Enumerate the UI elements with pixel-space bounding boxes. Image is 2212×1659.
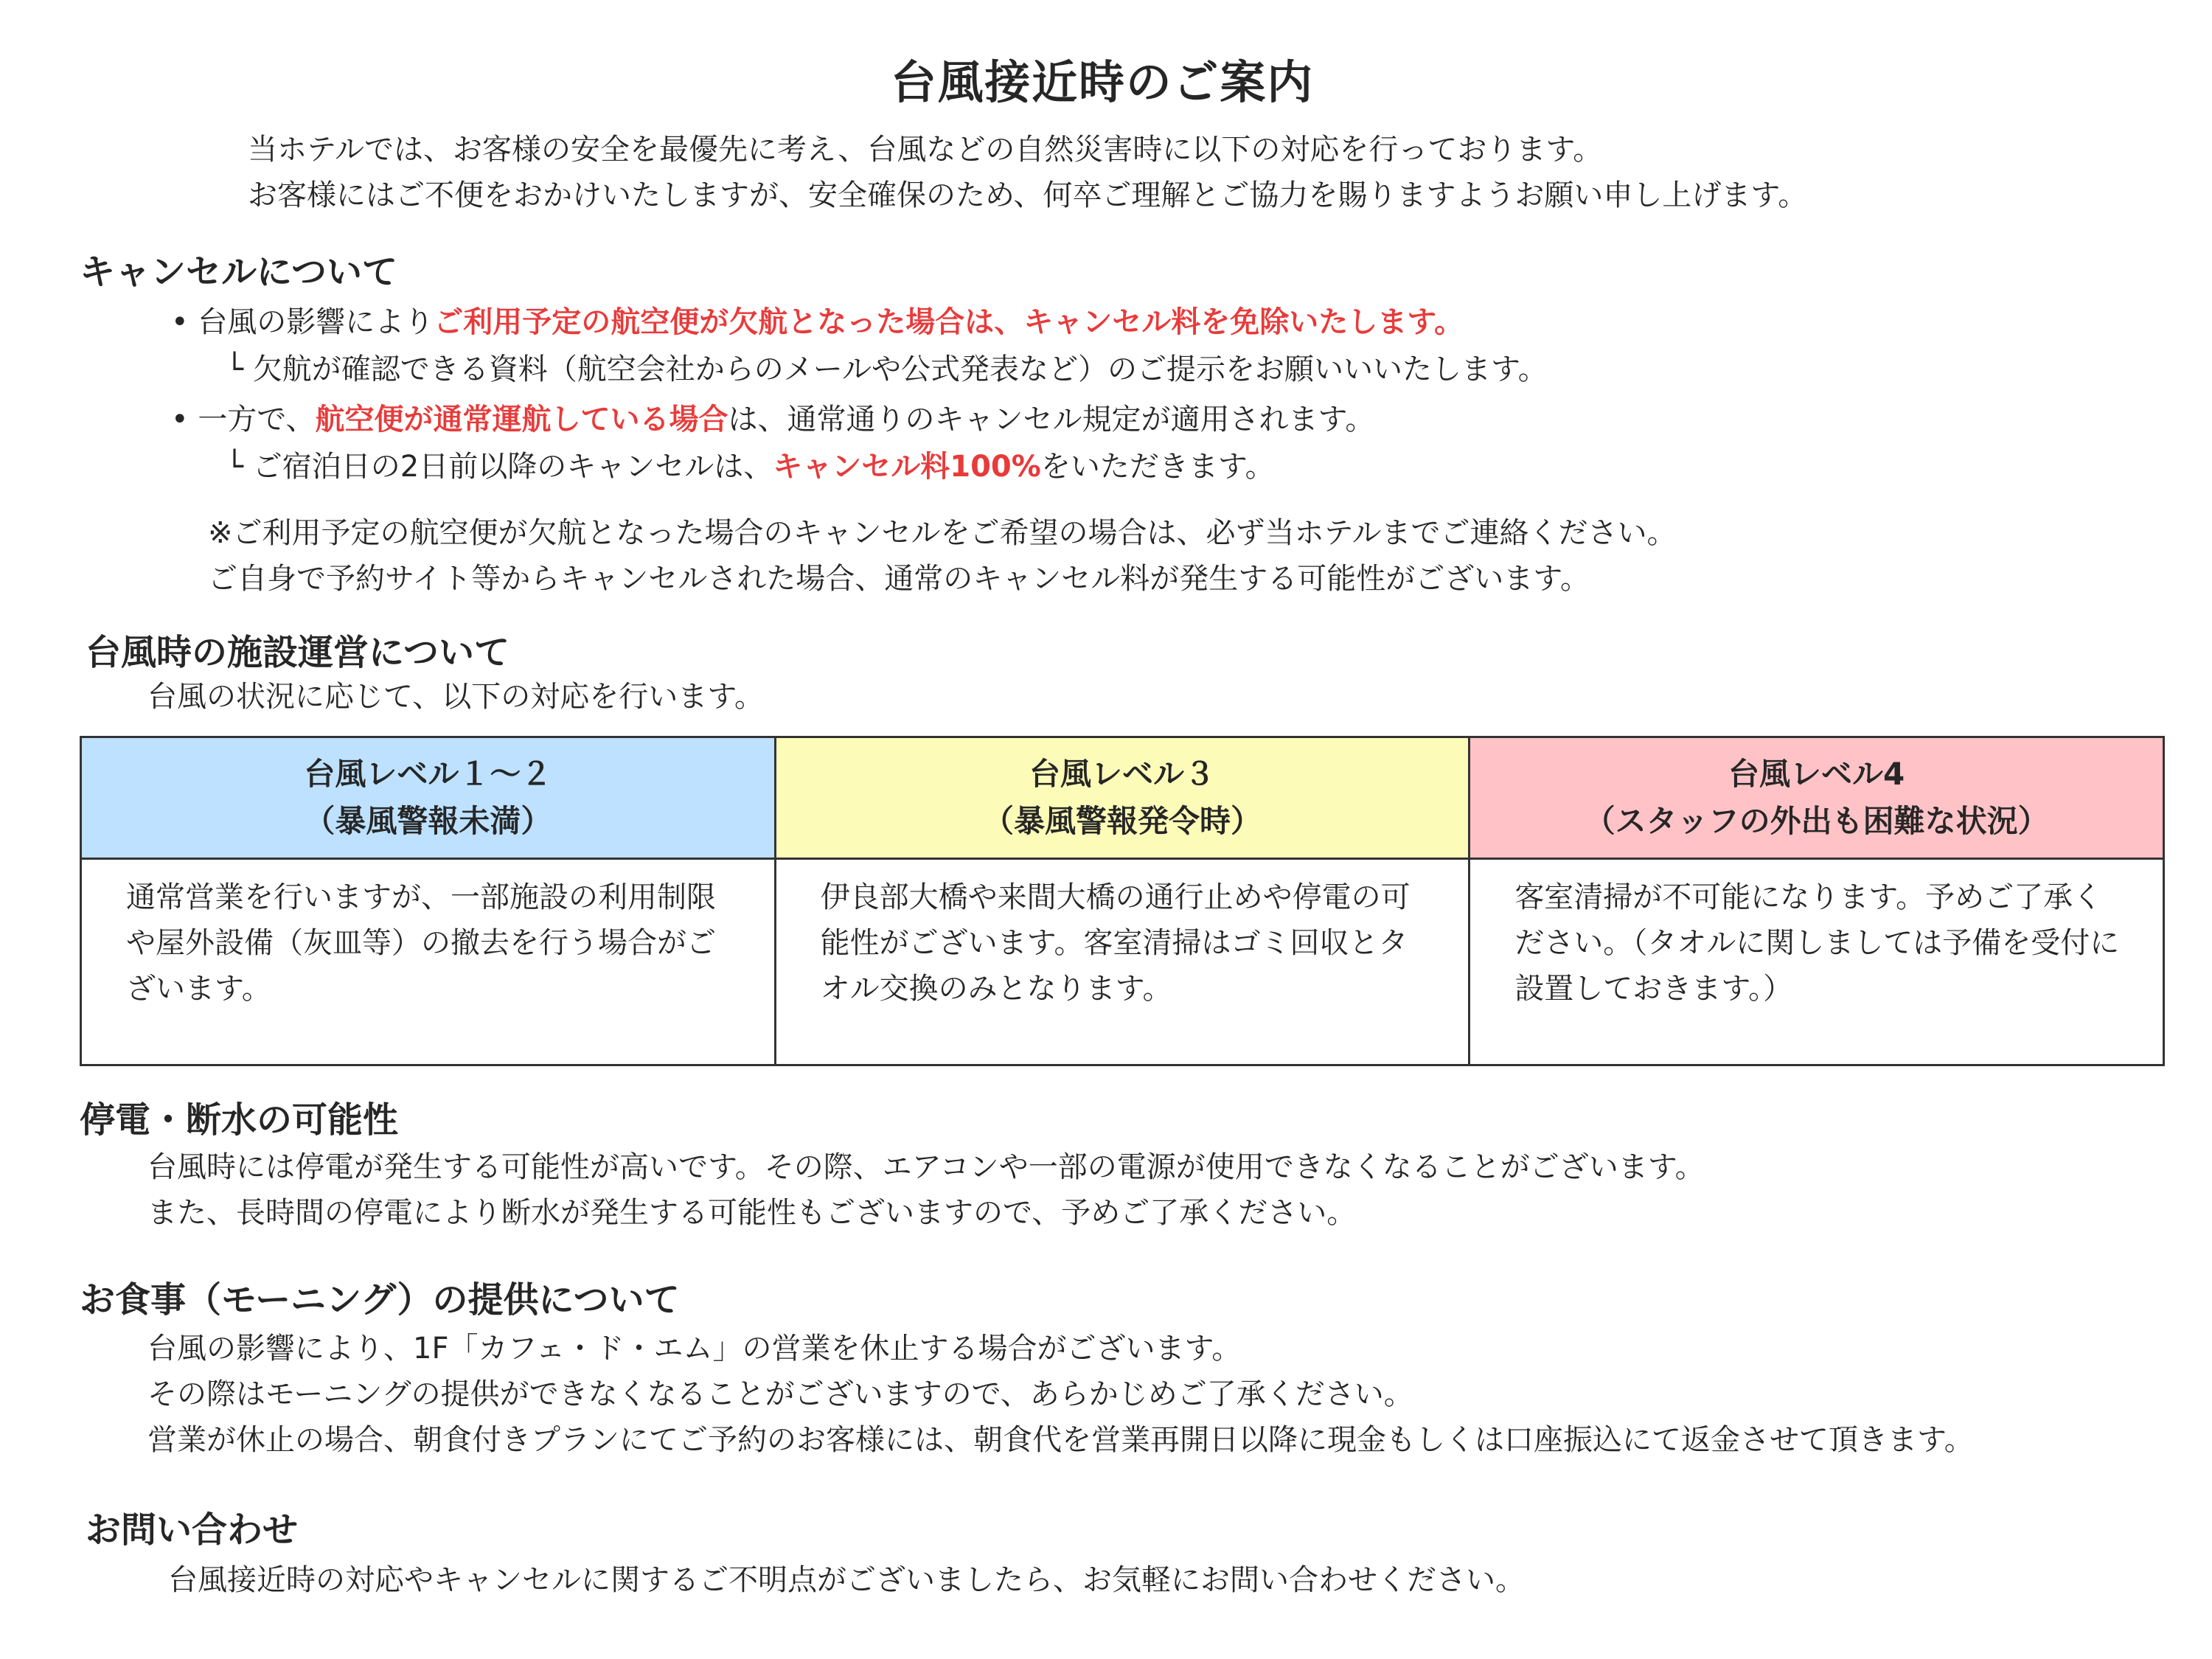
level-1-body: 通常営業を行いますが、一部施設の利用制限や屋外設備（灰皿等）の撤去を行う場合がございます。 [81, 859, 776, 1065]
level-1-header [81, 737, 776, 859]
contact-heading: お問い合わせ [86, 1509, 299, 1551]
cancel-heading: キャンセルについて [80, 251, 398, 293]
cancel-bullet-1-sub: └ 欠航が確認できる資料（航空会社からのメールや公式発表など）のご提示をお願いいいたします。 [226, 352, 1548, 386]
level-3-subtitle: （暴風警報発令時） [982, 803, 1262, 839]
typhoon-level-table [80, 736, 2165, 1066]
level-3-header [775, 737, 1470, 859]
cancel-bullet-1 [171, 299, 1464, 345]
level-4-title: 台風レベル4 [1728, 756, 1905, 792]
level-3-title: 台風レベル３ [1029, 756, 1215, 792]
cancel-bullet-2-pre: 一方で、 [198, 403, 316, 437]
cancel-note-2: ご自身で予約サイト等からキャンセルされた場合、通常のキャンセル料が発生する可能性がございます。 [208, 562, 1590, 596]
meal-line-2: その際はモーニングの提供ができなくなることがございますので、あらかじめご了承ください。 [147, 1377, 1413, 1411]
outage-line-1: 台風時には停電が発生する可能性が高いです。その際、エアコンや一部の電源が使用できなくなることがございます。 [147, 1150, 1705, 1184]
cancel-bullet-1-highlight: ご利用予定の航空便が欠航となった場合は、キャンセル料を免除いたします。 [434, 305, 1464, 339]
facility-heading: 台風時の施設運営について [86, 632, 510, 673]
level-4-subtitle: （スタッフの外出も困難な状況） [1584, 803, 2049, 839]
cancel-bullet-2-sub-pre: └ ご宿泊日の2日前以降のキャンセルは、 [226, 450, 773, 484]
cancel-bullet-2-sub-post: をいただきます。 [1040, 450, 1275, 484]
intro-line-2: お客様にはご不便をおかけいたしますが、安全確保のため、何卒ご理解とご協力を賜りますようお願い申し上げます。 [248, 178, 1808, 212]
cancel-bullet-2 [171, 397, 1374, 442]
intro-line-1: 当ホテルでは、お客様の安全を最優先に考え、台風などの自然災害時に以下の対応を行っております。 [248, 133, 1603, 167]
cancel-bullet-2-highlight: 航空便が通常運航している場合 [315, 403, 728, 437]
cancel-fee-highlight: キャンセル料100% [773, 450, 1041, 484]
level-3-body: 伊良部大橋や来間大橋の通行止めや停電の可能性がございます。客室清掃はゴミ回収とタオル交換のみとなります。 [775, 859, 1470, 1065]
cancel-bullet-1-pre: 台風の影響により [198, 305, 434, 339]
meal-line-1: 台風の影響により、1F「カフェ・ド・エム」の営業を休止する場合がございます。 [147, 1332, 1242, 1366]
meal-heading: お食事（モーニング）の提供について [80, 1279, 680, 1321]
level-1-title: 台風レベル１～２ [304, 756, 552, 792]
level-1-subtitle: （暴風警報未満） [304, 803, 552, 839]
contact-line: 台風接近時の対応やキャンセルに関するご不明点がございましたら、お気軽にお問い合わせください。 [168, 1563, 1525, 1597]
cancel-bullet-2-post: は、通常通りのキャンセル規定が適用されます。 [728, 403, 1375, 437]
cancel-bullet-2-sub [226, 444, 1275, 490]
meal-line-3: 営業が休止の場合、朝食付きプランにてご予約のお客様には、朝食代を営業再開日以降に現金もしくは口座振込にて返金させて頂きます。 [147, 1423, 1974, 1457]
bullet-dot: • [171, 305, 189, 339]
page-title: 台風接近時のご案内 [890, 55, 1315, 109]
level-4-header [1470, 737, 2164, 859]
outage-line-2: また、長時間の停電により断水が発生する可能性もございますので、予めご了承ください。 [147, 1196, 1357, 1230]
facility-lead: 台風の状況に応じて、以下の対応を行います。 [147, 680, 764, 714]
outage-heading: 停電・断水の可能性 [80, 1099, 399, 1141]
bullet-dot: • [171, 403, 189, 437]
cancel-note-1: ※ご利用予定の航空便が欠航となった場合のキャンセルをご希望の場合は、必ず当ホテルまでご連絡ください。 [208, 516, 1677, 550]
level-4-body: 客室清掃が不可能になります。予めご了承ください。（タオルに関しましては予備を受付に設置しておきます。） [1470, 859, 2164, 1065]
